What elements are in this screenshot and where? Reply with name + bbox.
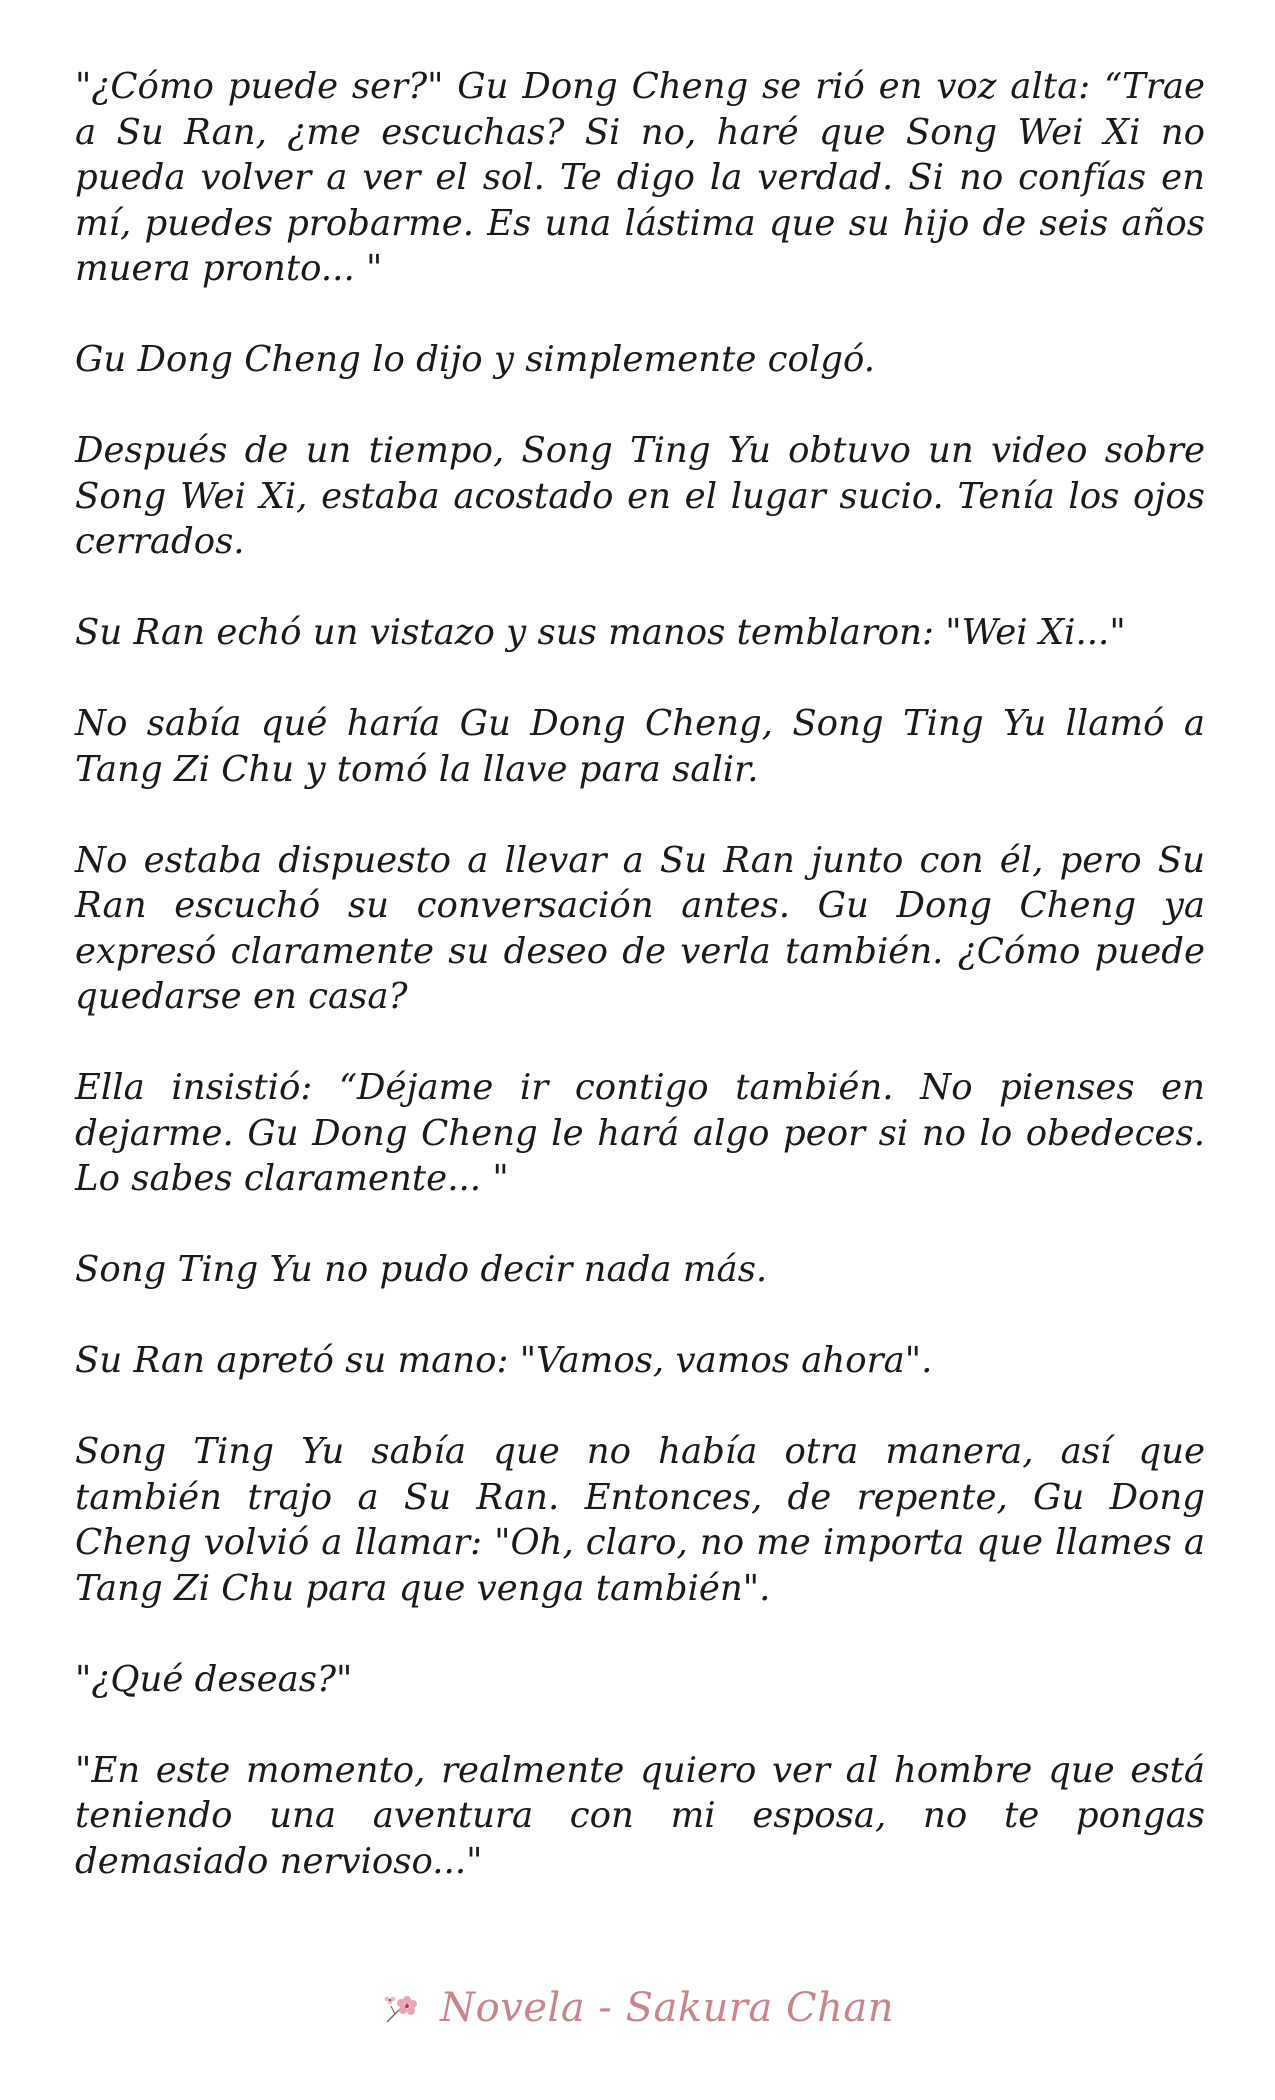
footer-watermark [0, 1982, 1275, 2031]
paragraph-7: Ella insistió: “Déjame ir contigo también. No pienses en dejarme. Gu Dong Cheng le hará algo peor si no lo obedeces. Lo sabes claramente... " [75, 1067, 1205, 1199]
sakura-flower-icon [381, 1988, 421, 2028]
paragraph-4: Su Ran echó un vistazo y sus manos temblaron: "Wei Xi..." [75, 612, 1126, 653]
paragraph-6: No estaba dispuesto a llevar a Su Ran junto con él, pero Su Ran escuchó su conversación antes. Gu Dong Cheng ya expresó claramente su deseo de verla también. ¿Cómo puede quedarse en casa? [75, 839, 1205, 1017]
paragraph-11: "¿Qué deseas?" [75, 1658, 353, 1700]
paragraph-9: Su Ran apretó su mano: "Vamos, vamos ahora". [75, 1340, 933, 1381]
footer-label: Novela - Sakura Chan [440, 1985, 895, 2031]
paragraph-3: Después de un tiempo, Song Ting Yu obtuvo un video sobre Song Wei Xi, estaba acostado en el lugar sucio. Tenía los ojos cerrados. [75, 430, 1205, 562]
paragraph-1: "¿Cómo puede ser?" Gu Dong Cheng se rió en voz alta: “Trae a Su Ran, ¿me escuchas? Si no, haré que Song Wei Xi no pueda volver a ver el sol. Te digo la verdad. Si no confías en mí, puedes probarme. Es una lástima que su hijo de seis años muera pronto... " [75, 66, 1205, 289]
paragraph-8: Song Ting Yu no pudo decir nada más. [75, 1249, 768, 1290]
paragraph-5: No sabía qué haría Gu Dong Cheng, Song Ting Yu llamó a Tang Zi Chu y tomó la llave para salir. [75, 703, 1205, 790]
paragraph-12: "En este momento, realmente quiero ver al hombre que está teniendo una aventura con mi esposa, no te pongas demasiado nervioso..." [75, 1749, 1205, 1882]
paragraph-10: Song Ting Yu sabía que no había otra manera, así que también trajo a Su Ran. Entonces, de repente, Gu Dong Cheng volvió a llamar: "Oh, claro, no me importa que llames a Tang Zi Chu para que venga también". [75, 1431, 1205, 1609]
paragraph-2: Gu Dong Cheng lo dijo y simplemente colgó. [75, 339, 875, 380]
story-text [75, 64, 1205, 1930]
